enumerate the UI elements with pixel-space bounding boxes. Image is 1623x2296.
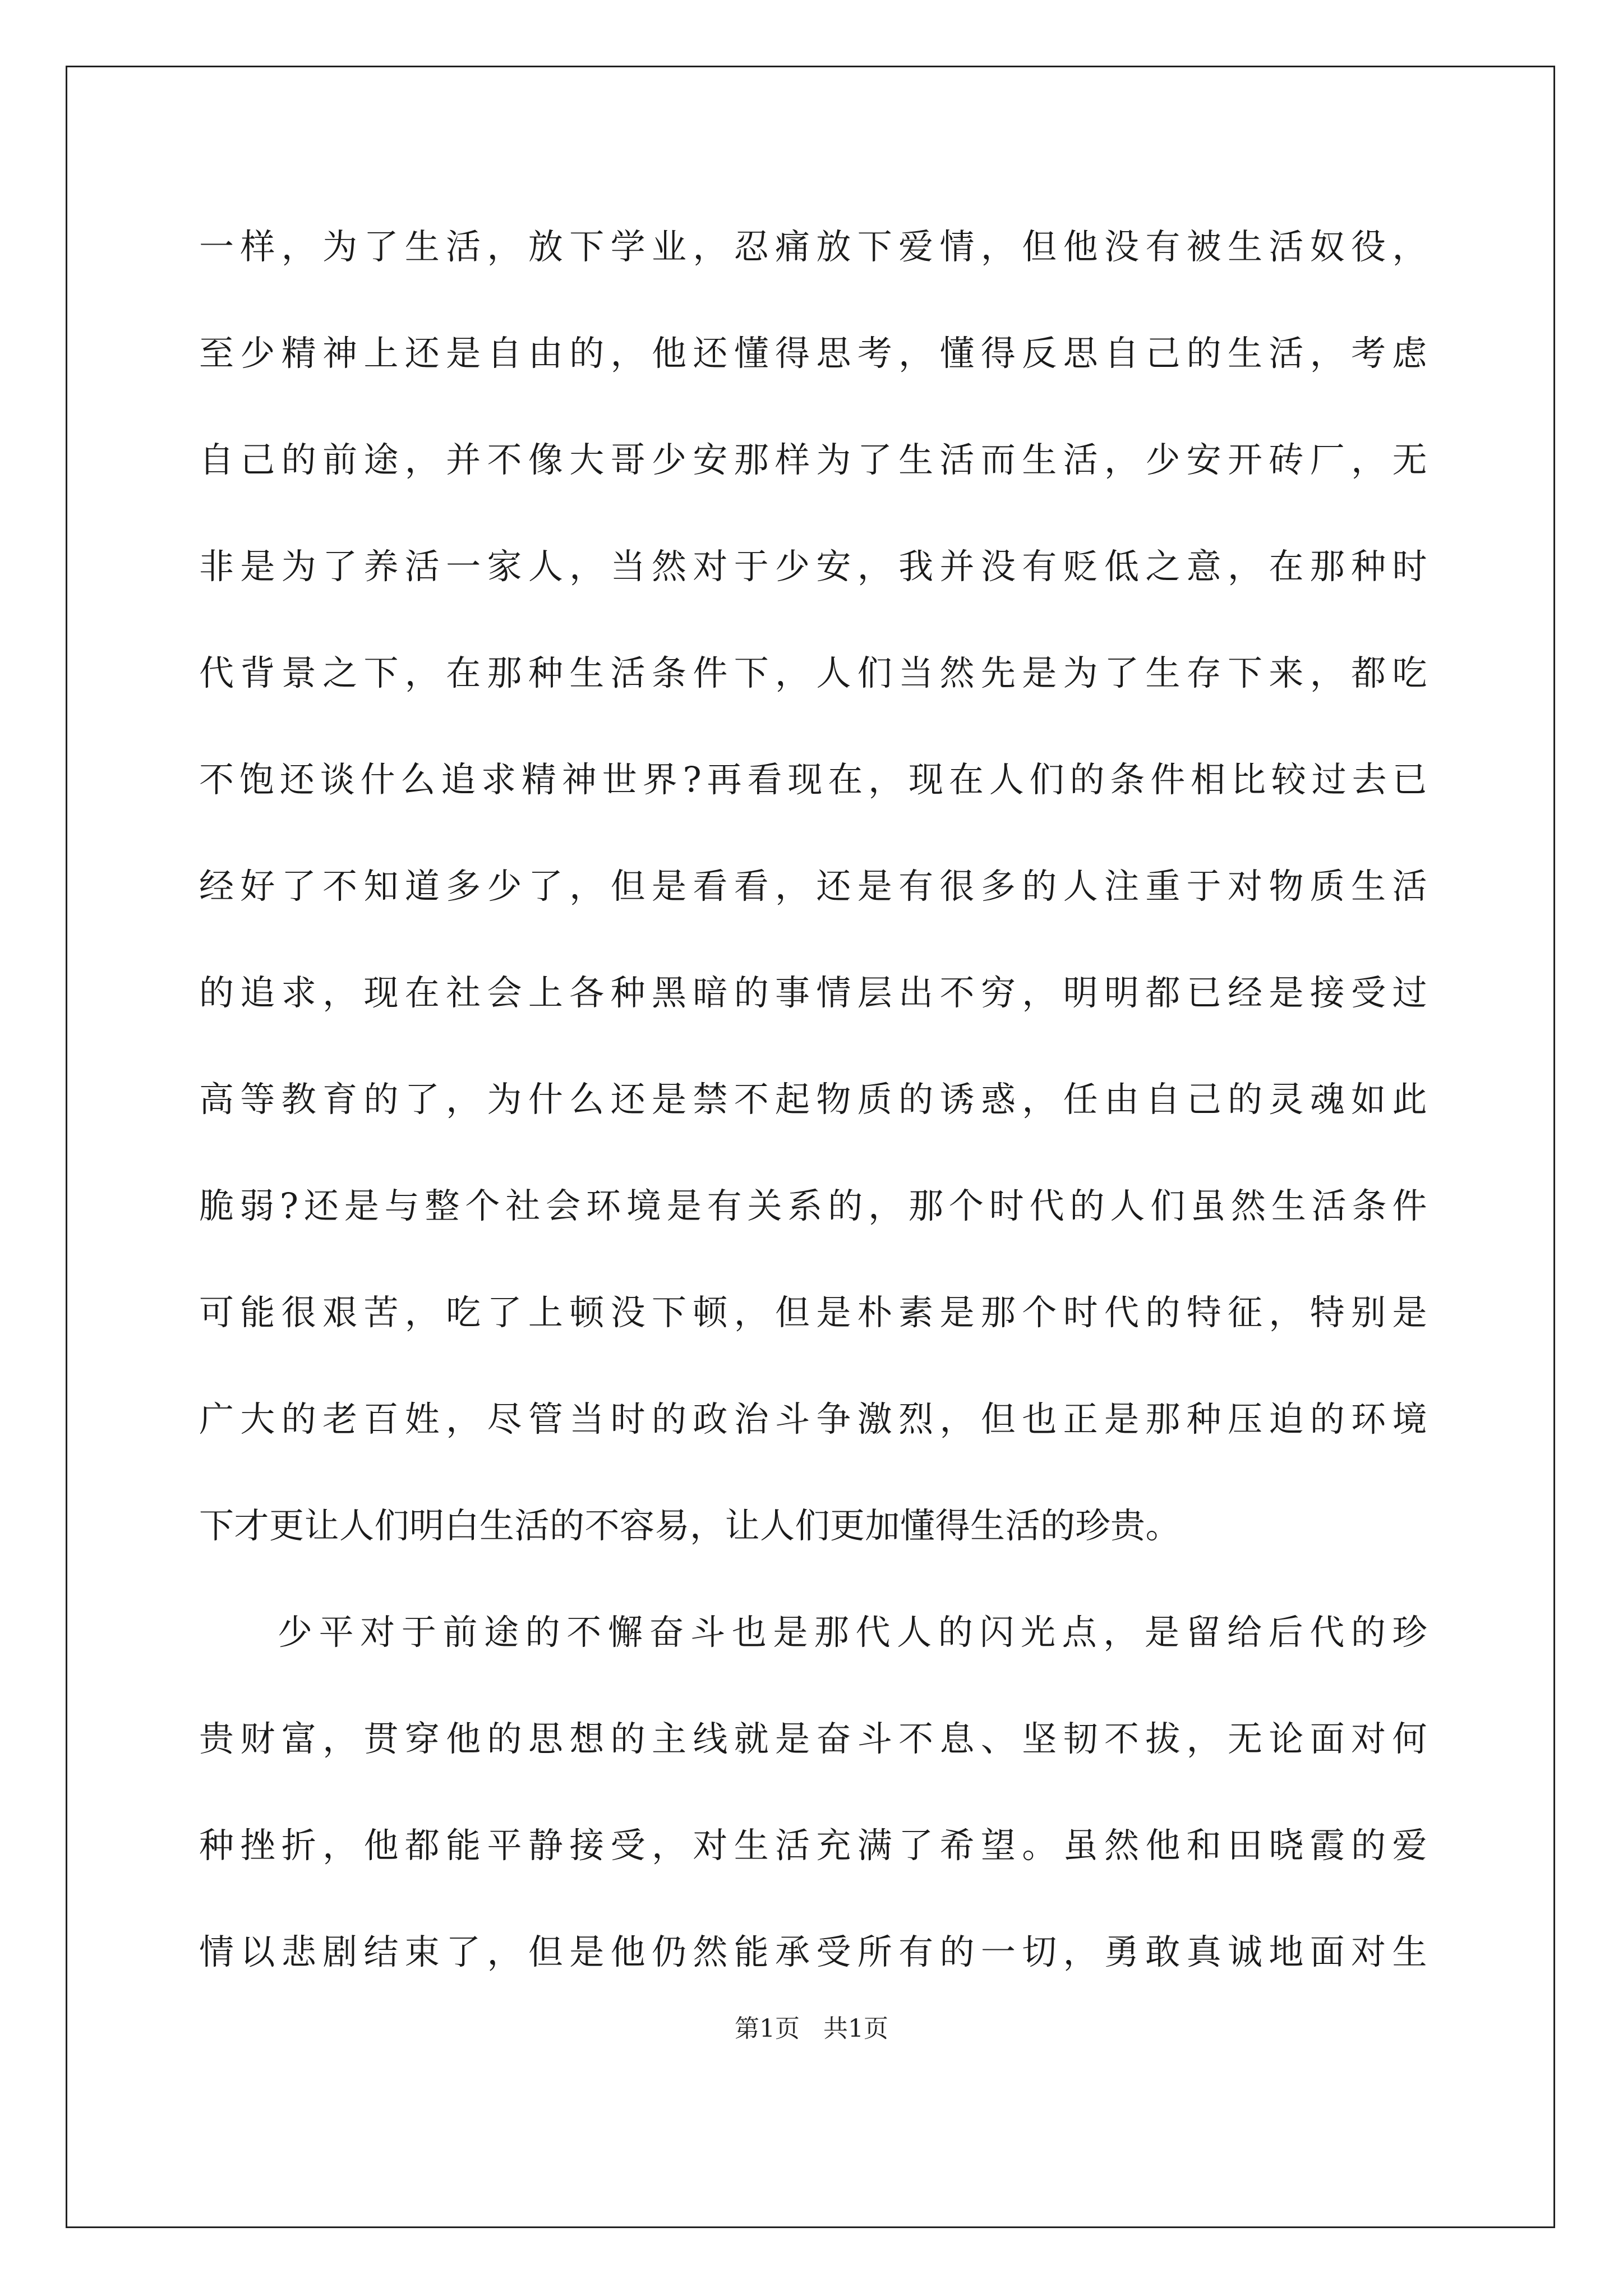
text-line: 广大的老百姓，尽管当时的政治斗争激烈，但也正是那种压迫的环境 (199, 1398, 1427, 1439)
text-line: 代背景之下，在那种生活条件下，人们当然先是为了生存下来，都吃 (199, 652, 1427, 693)
text-line: 不饱还谈什么追求精神世界?再看现在，现在人们的条件相比较过去已 (199, 759, 1427, 800)
text-line: 一样，为了生活，放下学业，忍痛放下爱情，但他没有被生活奴役， (199, 226, 1427, 267)
text-line: 情以悲剧结束了，但是他仍然能承受所有的一切，勇敢真诚地面对生 (199, 1931, 1427, 1972)
text-line: 贵财富，贯穿他的思想的主线就是奋斗不息、坚韧不拔，无论面对何 (199, 1718, 1427, 1759)
text-line: 至少精神上还是自由的，他还懂得思考，懂得反思自己的生活，考虑 (199, 333, 1427, 374)
document-body (199, 194, 1427, 2005)
text-line: 的追求，现在社会上各种黑暗的事情层出不穷，明明都已经是接受过 (199, 972, 1427, 1013)
page-number-footer: 第1页 共1页 (735, 2014, 888, 2043)
text-line: 种挫折，他都能平静接受，对生活充满了希望。虽然他和田晓霞的爱 (199, 1825, 1427, 1866)
text-line-paragraph-end: 下才更让人们明白生活的不容易，让人们更加懂得生活的珍贵。 (199, 1505, 1181, 1546)
text-line: 高等教育的了，为什么还是禁不起物质的诱惑，任由自己的灵魂如此 (199, 1079, 1427, 1120)
text-line: 非是为了养活一家人，当然对于少安，我并没有贬低之意，在那种时 (199, 546, 1427, 587)
text-line: 经好了不知道多少了，但是看看，还是有很多的人注重于对物质生活 (199, 866, 1427, 907)
text-line: 脆弱?还是与整个社会环境是有关系的，那个时代的人们虽然生活条件 (199, 1185, 1427, 1226)
text-line: 可能很艰苦，吃了上顿没下顿，但是朴素是那个时代的特征，特别是 (199, 1292, 1427, 1333)
text-line-paragraph-start: 少平对于前途的不懈奋斗也是那代人的闪光点，是留给后代的珍 (278, 1612, 1427, 1653)
text-line: 自己的前途，并不像大哥少安那样为了生活而生活，少安开砖厂，无 (199, 439, 1427, 480)
